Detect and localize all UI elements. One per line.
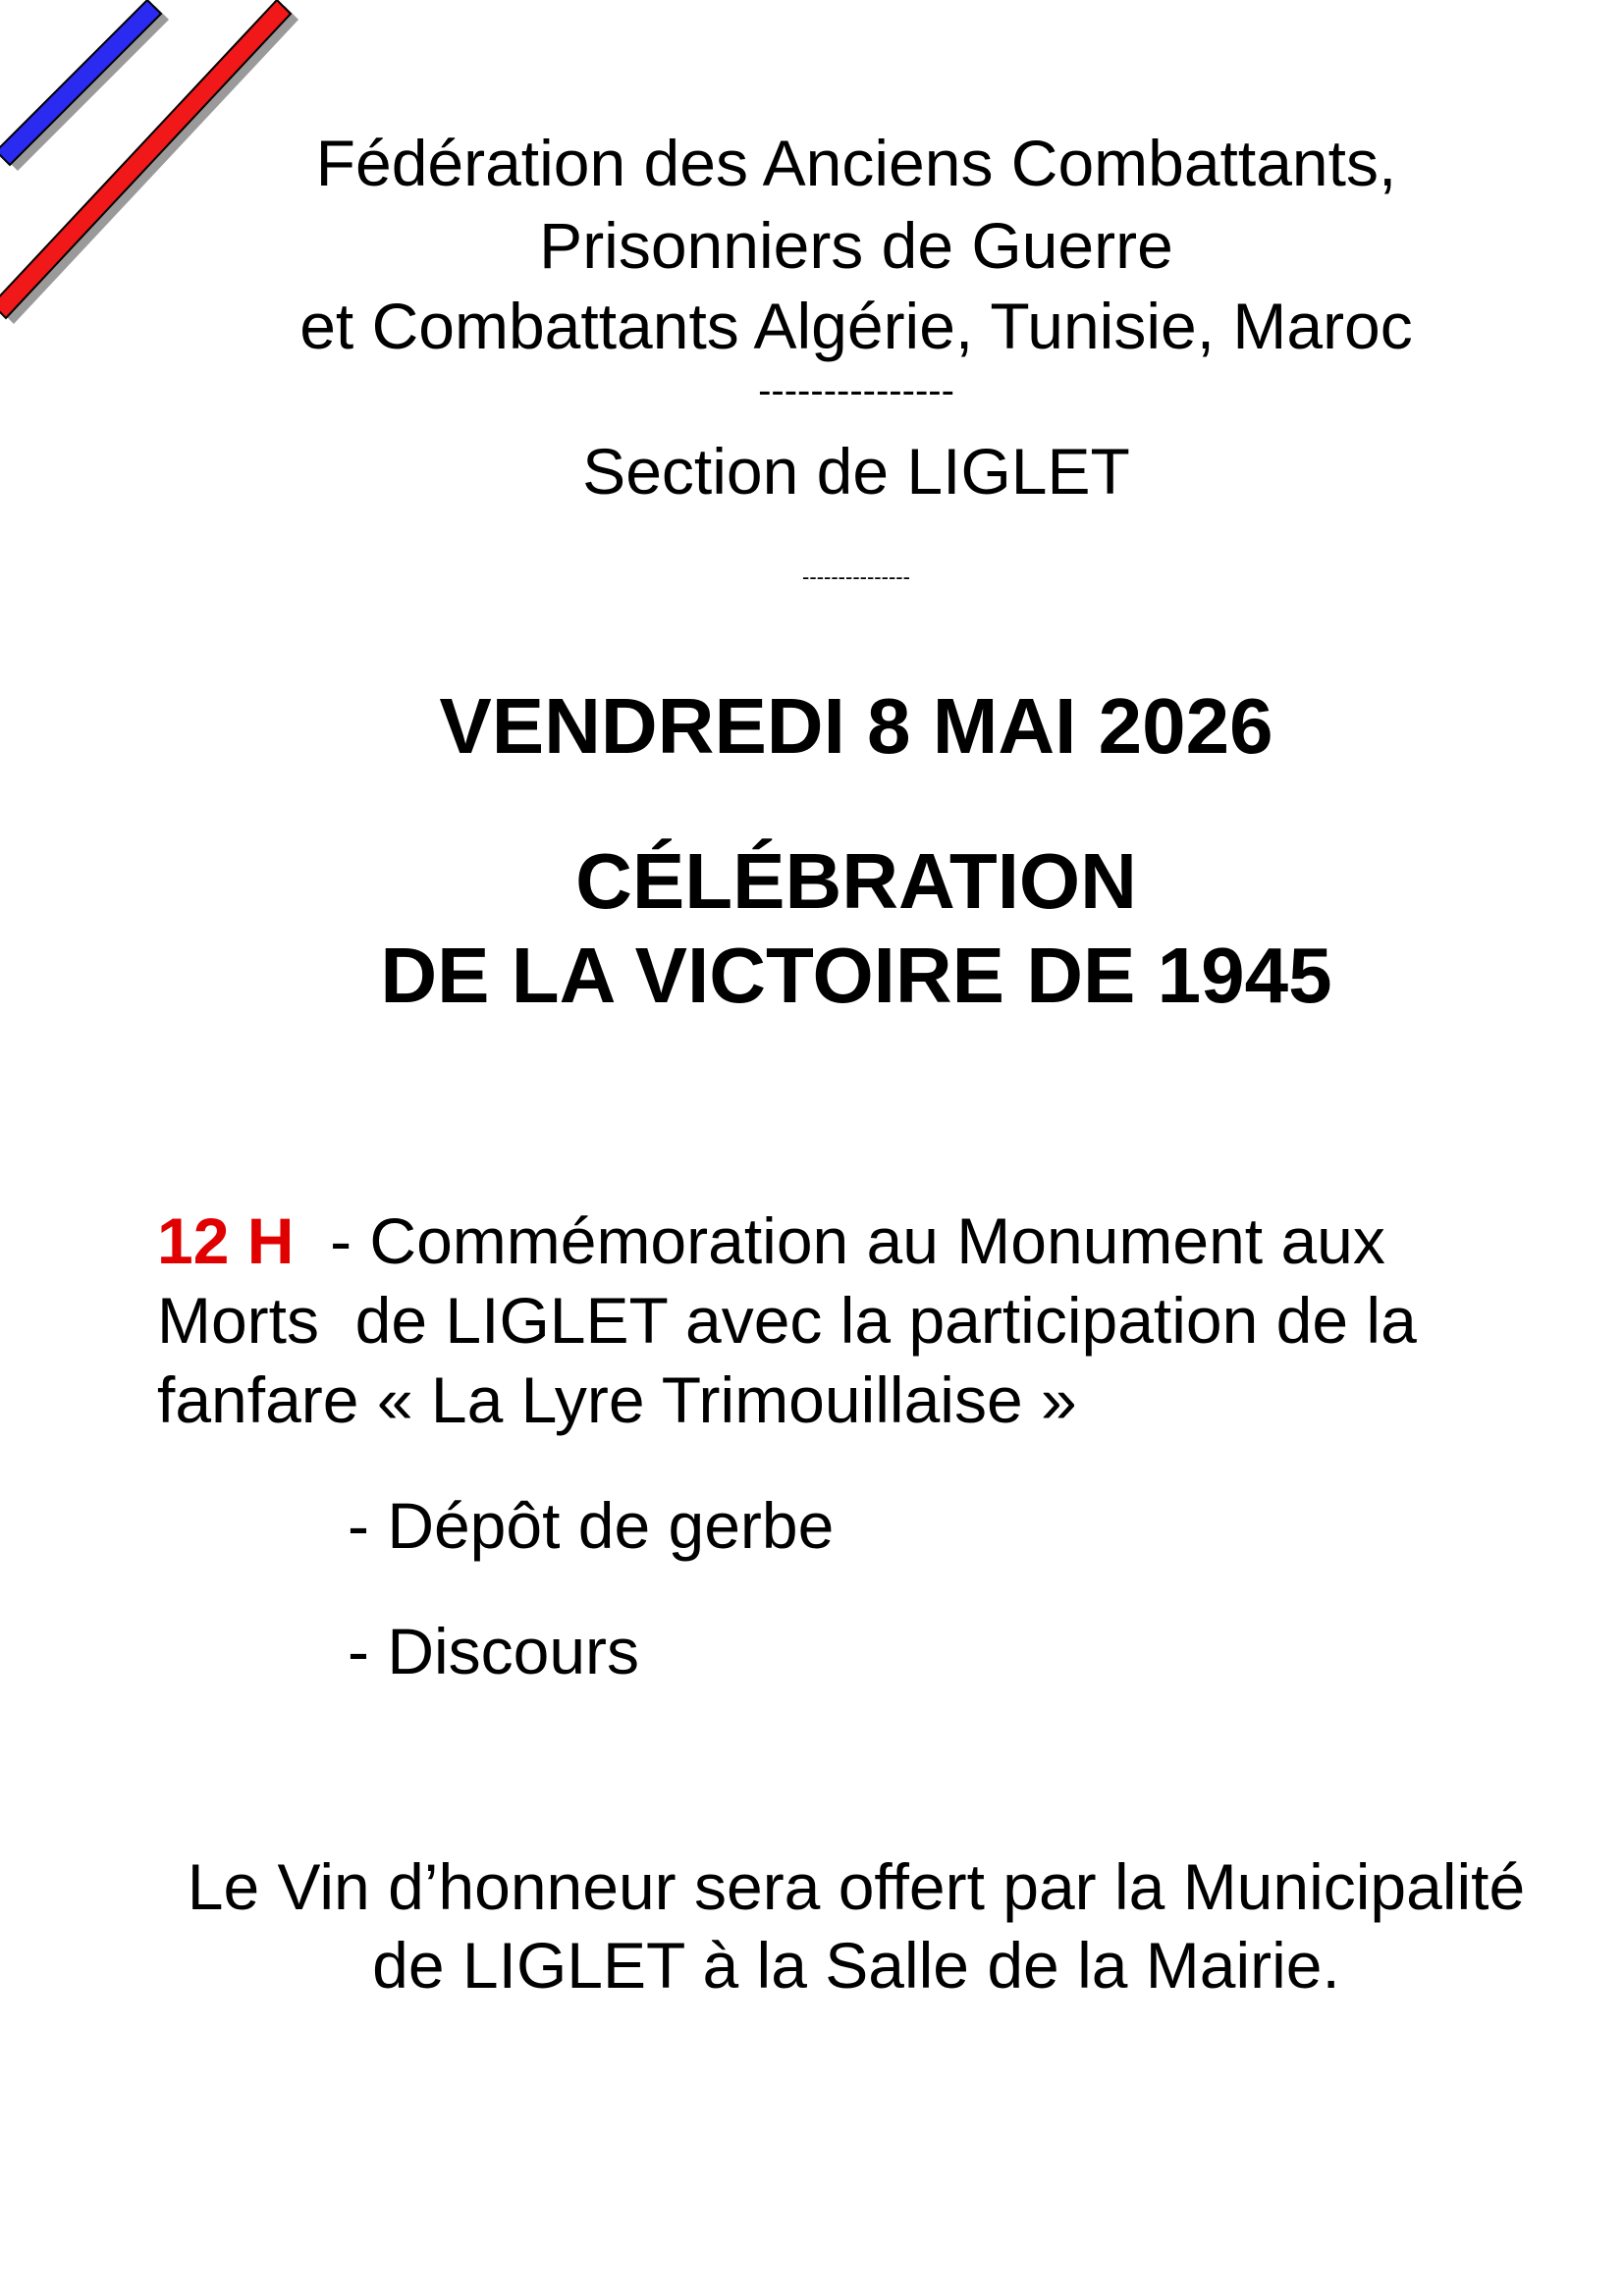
program-line-3: fanfare « La Lyre Trimouillaise » bbox=[157, 1363, 1077, 1436]
federation-name-line-1: Fédération des Anciens Combattants, bbox=[315, 127, 1397, 199]
program-item-wreath: - Dépôt de gerbe bbox=[348, 1489, 835, 1562]
separator-2: --------------- bbox=[802, 564, 910, 589]
federation-name-line-2: Prisonniers de Guerre bbox=[539, 209, 1173, 282]
separator-1: --------------- bbox=[758, 369, 954, 412]
closing-line-2: de LIGLET à la Salle de la Mairie. bbox=[372, 1929, 1340, 2002]
program-description bbox=[157, 1201, 1532, 1440]
section-name: Section de LIGLET bbox=[582, 435, 1130, 507]
program-text-1: - Commémoration au Monument aux bbox=[294, 1204, 1385, 1277]
program-line-1 bbox=[157, 1201, 1532, 1281]
event-title-line-1: CÉLÉBRATION bbox=[575, 837, 1137, 925]
federation-name-line-3: et Combattants Algérie, Tunisie, Maroc bbox=[299, 290, 1413, 362]
event-date: VENDREDI 8 MAI 2026 bbox=[439, 682, 1273, 770]
program-line-2: Morts de LIGLET avec la participation de la bbox=[157, 1284, 1417, 1357]
closing-line-1: Le Vin d’honneur sera offert par la Municipalité bbox=[187, 1850, 1526, 1923]
program-item-speeches: - Discours bbox=[348, 1615, 640, 1687]
program-time: 12 H bbox=[157, 1204, 295, 1277]
event-title-line-2: DE LA VICTOIRE DE 1945 bbox=[380, 932, 1332, 1019]
